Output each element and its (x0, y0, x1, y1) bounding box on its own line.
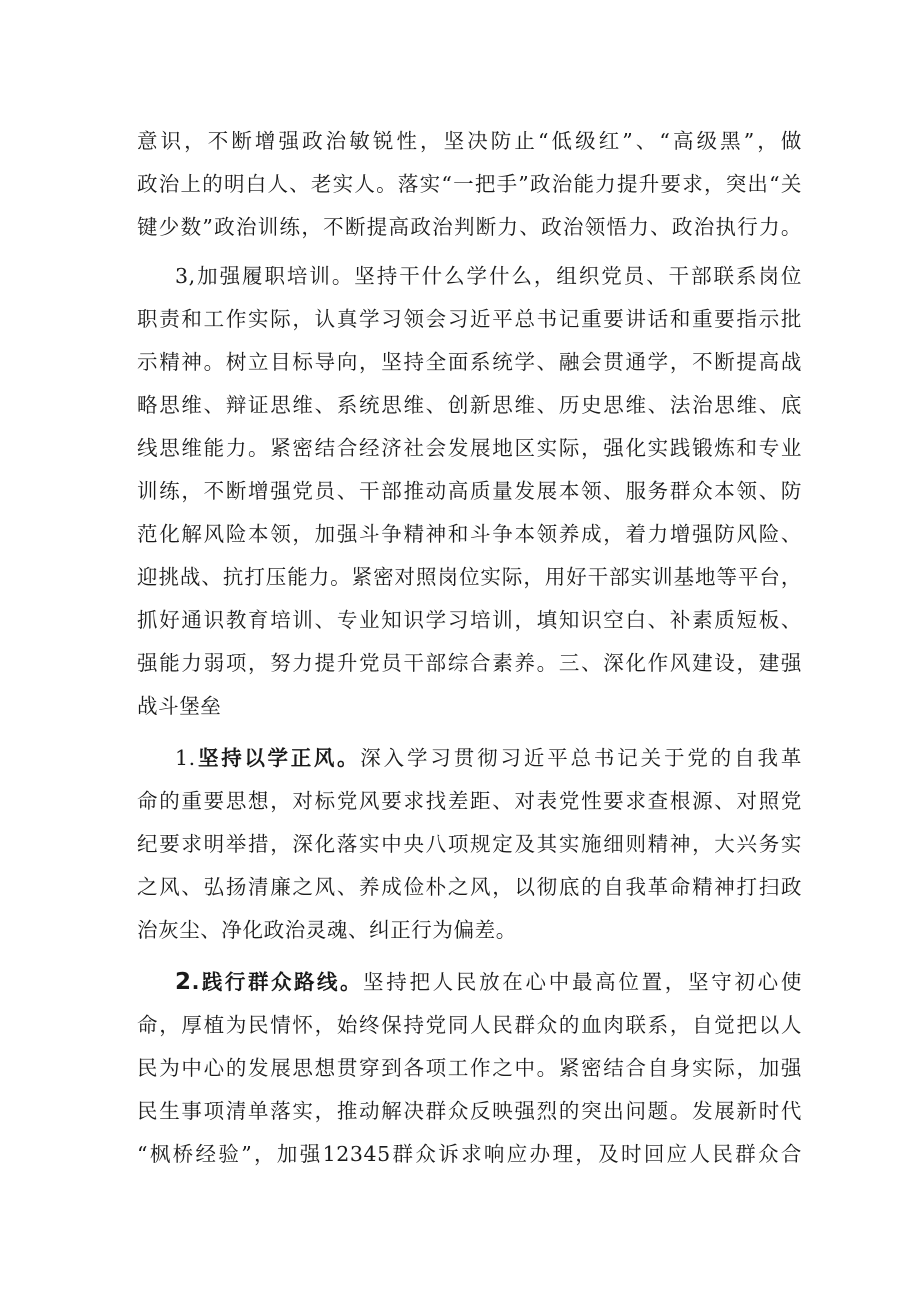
text-line: 范化解风险本领，加强斗争精神和斗争本领养成，着力增强防风险、 (137, 522, 802, 546)
item-2-first-line (137, 961, 802, 1004)
item-1-number: 1. (175, 746, 196, 770)
text-line: 示精神。树立目标导向，坚持全面系统学、融会贯通学，不断提高战 (137, 350, 802, 374)
document-page (137, 120, 802, 1176)
text-line: 纪要求明举措，深化落实中央八项规定及其实施细则精神，大兴务实 (137, 832, 802, 856)
text-line: 政治上的明白人、老实人。落实“一把手”政治能力提升要求，突出“关 (137, 172, 802, 196)
item-2-number: 2 (175, 969, 192, 995)
text-line: 键少数”政治训练，不断提高政治判断力、政治领悟力、政治执行力。 (137, 215, 802, 239)
section-3-lead: 3,加强履职培训。 (175, 264, 355, 288)
text-line: 治灰尘、净化政治灵魂、纠正行为偏差。 (137, 918, 517, 942)
text-line: 民生事项清单落实，推动解决群众反映强烈的突出问题。发展新时代 (137, 1099, 802, 1123)
text-line: 略思维、辩证思维、系统思维、创新思维、历史思维、法治思维、底 (137, 393, 802, 417)
section-3-text: 坚持干什么学什么，组织党员、干部联系岗位 (354, 264, 803, 288)
text-line: 民为中心的发展思想贯穿到各项工作之中。紧密结合自身实际，加强 (137, 1056, 802, 1080)
text-line: 迎挑战、抗打压能力。紧密对照岗位实际，用好干部实训基地等平台， (137, 565, 802, 589)
text-line: “枫桥经验”，加强12345群众诉求响应办理，及时回应人民群众合 (137, 1142, 802, 1166)
text-line: 命，厚植为民情怀，始终保持党同人民群众的血肉联系，自觉把以人 (137, 1013, 802, 1037)
text-line: 强能力弱项，努力提升党员干部综合素养。三、深化作风建设，建强 (137, 651, 802, 675)
item-1-first-line (137, 737, 802, 780)
text-line: 战斗堡垒 (137, 694, 222, 718)
item-2-heading: .践行群众路线。 (191, 970, 364, 994)
text-line: 职责和工作实际，认真学习领会习近平总书记重要讲话和重要指示批 (137, 307, 802, 331)
item-2-text: 坚持把人民放在心中最高位置，坚守初心使 (363, 970, 802, 994)
item-1-text: 深入学习贯彻习近平总书记关于党的自我革 (360, 746, 802, 770)
text-line: 抓好通识教育培训、专业知识学习培训，填知识空白、补素质短板、 (137, 608, 802, 632)
text-line: 意识，不断增强政治敏锐性，坚决防止“低级红”、“高级黑”，做 (137, 129, 802, 153)
text-line: 之风、弘扬清廉之风、养成俭朴之风，以彻底的自我革命精神打扫政 (137, 875, 802, 899)
section-3-first-line (137, 255, 802, 298)
text-line: 训练，不断增强党员、干部推动高质量发展本领、服务群众本领、防 (137, 479, 802, 503)
text-line: 线思维能力。紧密结合经济社会发展地区实际，强化实践锻炼和专业 (137, 436, 802, 460)
text-line: 命的重要思想，对标党风要求找差距、对表党性要求查根源、对照党 (137, 789, 802, 813)
item-1-heading: 坚持以学正风。 (195, 746, 361, 770)
